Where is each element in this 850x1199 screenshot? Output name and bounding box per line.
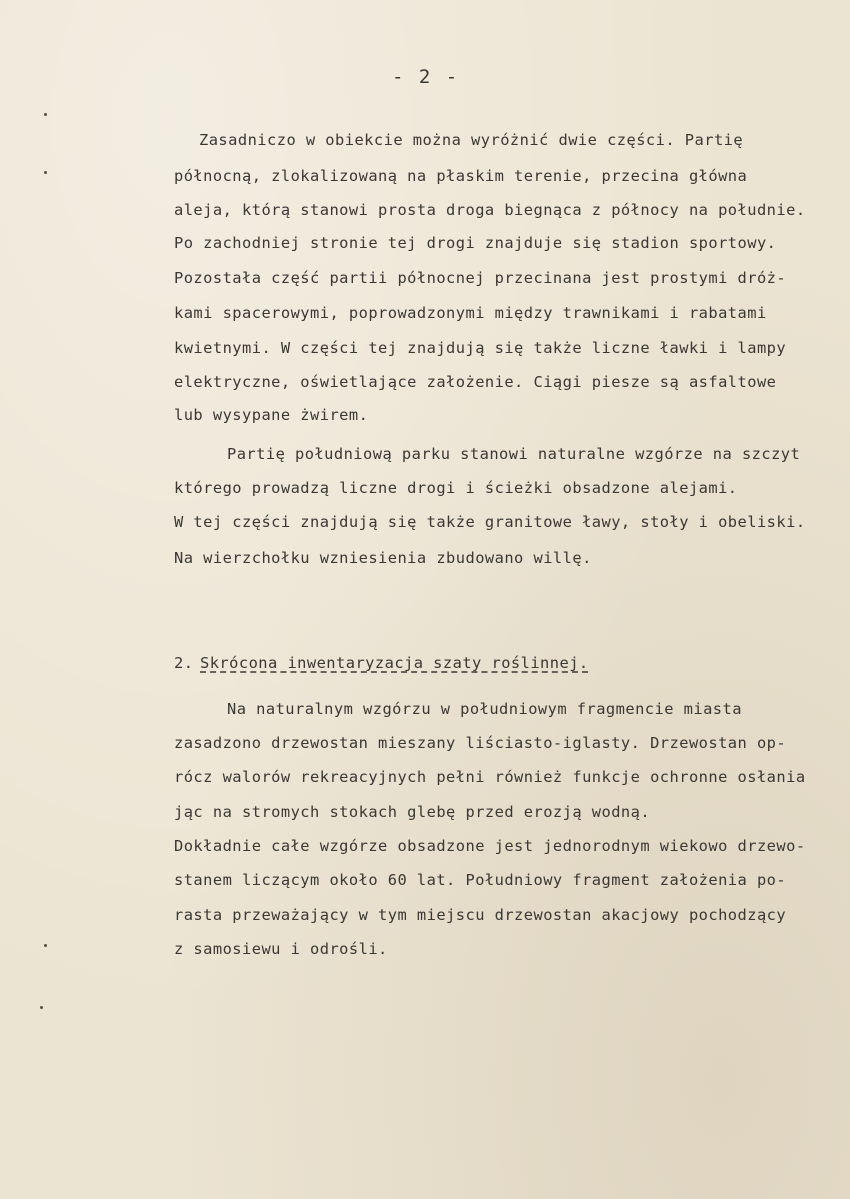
text-line: Partię południową parku stanowi naturalne wzgórze na szczyt [227, 445, 801, 463]
text-line: rócz walorów rekreacyjnych pełni również funkcje ochronne osłania [174, 768, 806, 786]
text-line: rasta przeważający w tym miejscu drzewostan akacjowy pochodzący [174, 906, 787, 924]
section-number: 2. [174, 654, 194, 672]
text-line: aleja, którą stanowi prosta droga biegnąca z północy na południe. [174, 201, 806, 219]
text-line: stanem liczącym około 60 lat. Południowy fragment założenia po- [174, 871, 787, 889]
text-line: Pozostała część partii północnej przecinana jest prostymi dróż- [174, 269, 787, 287]
text-line: jąc na stromych stokach glebę przed erozją wodną. [174, 803, 651, 821]
text-line: zasadzono drzewostan mieszany liściasto-iglasty. Drzewostan op- [174, 734, 787, 752]
text-line: Na naturalnym wzgórzu w południowym fragmencie miasta [227, 700, 742, 718]
scan-speck [44, 113, 47, 116]
text-line: lub wysypane żwirem. [174, 406, 369, 424]
text-line: kwietnymi. W części tej znajdują się także liczne ławki i lampy [174, 339, 787, 357]
text-line: Na wierzchołku wzniesienia zbudowano willę. [174, 549, 592, 567]
text-line: Zasadniczo w obiekcie można wyróżnić dwie części. Partię [199, 131, 744, 149]
text-line: z samosiewu i odrośli. [174, 940, 388, 958]
text-line: elektryczne, oświetlające założenie. Ciągi piesze są asfaltowe [174, 373, 777, 391]
text-line: którego prowadzą liczne drogi i ścieżki obsadzone alejami. [174, 479, 738, 497]
section-heading: Skrócona inwentaryzacja szaty roślinnej. [200, 654, 589, 672]
text-line: W tej części znajdują się także granitowe ławy, stoły i obeliski. [174, 513, 806, 531]
text-line: Dokładnie całe wzgórze obsadzone jest jednorodnym wiekowo drzewo- [174, 837, 806, 855]
text-line: kami spacerowymi, poprowadzonymi między trawnikami i rabatami [174, 304, 767, 322]
scan-speck [44, 171, 47, 174]
text-line: północną, zlokalizowaną na płaskim terenie, przecina główna [174, 167, 748, 185]
text-line: Po zachodniej stronie tej drogi znajduje się stadion sportowy. [174, 234, 777, 252]
scan-speck [40, 1006, 43, 1009]
scan-speck [44, 944, 47, 947]
page-number: - 2 - [392, 66, 460, 88]
